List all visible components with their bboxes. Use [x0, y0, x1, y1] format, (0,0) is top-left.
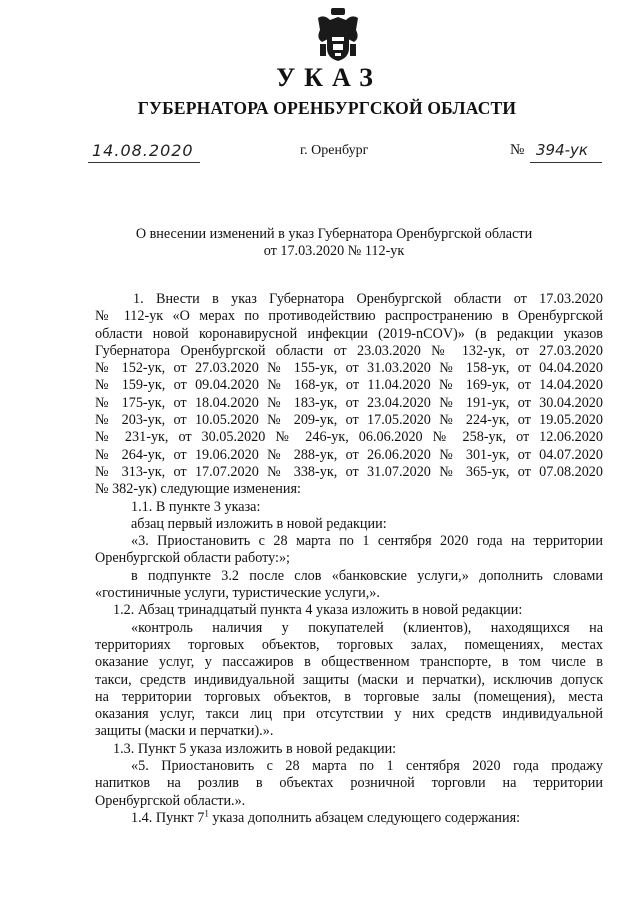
superscript: 1 — [204, 808, 209, 819]
text-line: оказание услуг, у пассажиров в общественном транспорте, в том числе в — [95, 654, 603, 671]
text-line: такси, средств индивидуальной защиты (маски и перчатки), исключив допуск — [95, 671, 603, 688]
text-fragment: указа дополнить абзацем следующего содержания: — [208, 809, 521, 826]
text-line: защиты (маски и перчатки).». — [95, 723, 274, 740]
text-fragment: 1.4. Пункт 7 — [131, 809, 205, 826]
text-line: «5. Приостановить с 28 марта по 1 сентября 2020 года продажу — [131, 758, 603, 775]
date-underline — [88, 162, 200, 163]
number-label: № — [510, 142, 525, 158]
document-city: г. Оренбург — [300, 143, 369, 158]
text-line: 1. Внести в указ Губернатора Оренбургской области от 17.03.2020 — [133, 291, 603, 307]
number-underline — [530, 162, 602, 163]
text-line: абзац первый изложить в новой редакции: — [131, 515, 387, 532]
document-number: 394-ук — [536, 141, 588, 159]
document-body — [95, 291, 603, 827]
text-line: на территории торговых объектов, в торговые залы (помещения), места — [95, 688, 603, 705]
title-line: О внесении изменений в указ Губернатора Оренбургской области — [135, 226, 533, 242]
text-line: № 159-ук, от 09.04.2020 № 168-ук, от 11.04.2020 № 169-ук, от 14.04.2020 — [95, 377, 603, 394]
issuer-title: ГУБЕРНАТОРА ОРЕНБУРГСКОЙ ОБЛАСТИ — [137, 98, 517, 118]
text-line: № 152-ук, от 27.03.2020 № 155-ук, от 31.03.2020 № 158-ук, от 04.04.2020 — [95, 360, 603, 377]
text-line: 1.2. Абзац тринадцатый пункта 4 указа изложить в новой редакции: — [113, 602, 523, 619]
text-line: № 112-ук «О мерах по противодействию распространению в Оренбургской — [95, 308, 603, 325]
text-line: № 231-ук, от 30.05.2020 № 246-ук, 06.06.2020 № 258-ук, от 12.06.2020 — [95, 429, 603, 446]
text-line: № 264-ук, от 19.06.2020 № 288-ук, от 26.06.2020 № 301-ук, от 04.07.2020 — [95, 446, 603, 463]
text-line: области новой коронавирусной инфекции (2019-nCOV)» (в редакции указов — [95, 325, 603, 342]
text-line: № 382-ук) следующие изменения: — [95, 481, 301, 498]
text-line: напитков на розлив в объектах розничной торговли на территории — [95, 775, 603, 792]
text-line: 1.3. Пункт 5 указа изложить в новой редакции: — [113, 740, 397, 757]
coat-of-arms-icon — [316, 8, 360, 62]
text-line: № 175-ук, от 18.04.2020 № 183-ук, от 23.04.2020 № 191-ук, от 30.04.2020 — [95, 394, 603, 411]
text-line: Губернатора Оренбургской области от 23.03.2020 № 132-ук, от 27.03.2020 — [95, 342, 603, 359]
text-line: территориях торговых объектов, торговых залах, помещениях, местах — [95, 636, 603, 653]
text-line: «гостиничные услуги, туристические услуги,». — [95, 585, 380, 602]
text-line: Оренбургской области.». — [95, 792, 246, 809]
text-line: № 313-ук, от 17.07.2020 № 338-ук, от 31.07.2020 № 365-ук, от 07.08.2020 — [95, 463, 603, 480]
text-line: № 203-ук, от 10.05.2020 № 209-ук, от 17.05.2020 № 224-ук, от 19.05.2020 — [95, 412, 603, 429]
document-meta-row — [0, 138, 640, 168]
text-line: оказания услуг, такси лиц при отсутствии у них средств индивидуальной — [95, 706, 603, 723]
text-line: в подпункте 3.2 после слов «банковские услуги,» дополнить словами — [131, 567, 603, 584]
document-title — [0, 226, 640, 260]
text-line: Оренбургской области работу:»; — [95, 550, 290, 567]
title-line: от 17.03.2020 № 112-ук — [263, 243, 405, 259]
document-date: 14.08.2020 — [92, 141, 194, 160]
text-line: «контроль наличия у покупателей (клиентов), находящихся на — [131, 619, 603, 636]
text-line: 1.1. В пункте 3 указа: — [131, 498, 261, 515]
document-type: УКАЗ — [276, 63, 382, 92]
text-line: «3. Приостановить с 28 марта по 1 сентября 2020 года на территории — [131, 533, 603, 550]
text-line — [95, 810, 603, 827]
